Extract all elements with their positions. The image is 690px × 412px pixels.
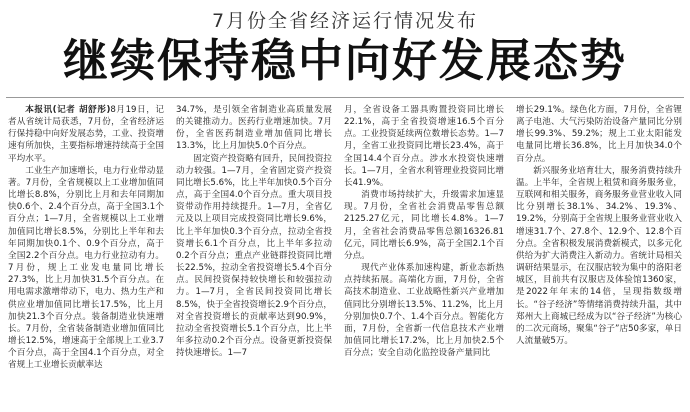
- article-column-4: [516, 104, 682, 408]
- paragraph-text: 8月19日，记者从省统计局获悉，7月份，全省经济运行保持稳中向好发展态势，工业、投资增速有所加快，主要指标增速持续高于全国平均水平。: [8, 105, 164, 164]
- article-column-1: [8, 104, 164, 408]
- article-paragraph: [8, 104, 164, 165]
- article-byline: 本报讯(记者 胡舒彤): [25, 105, 111, 115]
- article-paragraph: 工业生产加速增长，电力行业带动显著。7月份，全省规模以上工业增加值同比增长8.8%，分别比上月和去年同期加快0.6个、2.4个百分点，高于全国3.1个百分点；1—7月，全省规模以上工业增加值同比增长8.5%，分别比上半年和去年同期加快0.1个、0.9个百分点，高于全国2.2个百分点。电力行业拉动有力。7月份，规上工业发电量同比增长27.3%，比上月加快31.5个百分点。在用电需求激增带动下，电力、热力生产和供应业增加值同比增长17.5%，比上月加快21.3个百分点。装备制造业快速增长。7月份，全省装备制造业增加值同比增长12.5%，增速高于全部规上工业3.7个百分点，高于全国4.1个百分点，对全省规上工业增长贡献率达: [8, 165, 164, 371]
- article-paragraph: 固定资产投资略有回升，民间投资拉动力较强。1—7月，全省固定资产投资同比增长5.6%，比上半年加快0.5个百分点，高于全国4.0个百分点。重大项目投资带动作用持续提升。1—7月，全省亿元及以上项目完成投资同比增长9.6%，比上半年加快0.3个百分点，拉动全省投资增长6.1个百分点，比上半年多拉动0.2个百分点；重点产业链群投资同比增长22.5%，拉动全省投资增长5.4个百分点。民间投资保持较快增长和较强拉动力。1—7月，全省民间投资同比增长8.5%，快于全省投资增长2.9个百分点，对全省投资增长的贡献率达到90.9%，拉动全省投资增长5.1个百分点，比上半年多拉动0.2个百分点。设备更新投资保持快速增长。1—7: [176, 153, 332, 359]
- article-body: [0, 104, 690, 408]
- article-paragraph: 增长29.1%。绿色化方面，7月份，全省锂离子电池、大气污染防治设备产量同比分别增长99.3%、59.2%；规上工业太阳能发电量同比增长36.8%，比上月加快34.0个百分点。: [516, 105, 682, 164]
- article-paragraph: 月，全省设备工器具购置投资同比增长22.1%，高于全省投资增速16.5个百分点。工业投资延续两位数增长态势。1—7月，全省工业投资同比增长23.4%，高于全国14.4个百分点。涉水水投资快速增长。1—7月，全省水利管理业投资同比增长41.9%。: [344, 105, 504, 188]
- article-paragraph: 34.7%，是引领全省制造业高质量发展的关键推动力。医药行业增速加快。7月份，全省医药制造业增加值同比增长13.3%，比上月加快5.0个百分点。: [176, 105, 332, 152]
- article-subtitle: 7月份全省经济运行情况发布: [211, 10, 479, 32]
- article-headline: 继续保持稳中向好发展态势: [62, 34, 627, 87]
- article-column-3: [344, 104, 504, 408]
- article-column-2: [176, 104, 332, 408]
- article-paragraph: 新兴服务业培育壮大，服务消费持续升温。上半年，全省规上租赁和商务服务业，互联网和相关服务，商务服务业营业收入同比分别增长38.1%、34.2%、19.3%、19.2%，分别高于全省规上服务业营业收入增速31.7个、27.8个、12.9个、12.8个百分点。全省积极发展消费新模式，以多元化供给为扩大消费注入新动力。省统计局相关调研结果显示，在汉服店较为集中的洛阳老城区，目前共有汉服店及体验馆1360家，是2022年年末的14倍，呈现指数级增长。“谷子经济”等情绪消费持续升温，其中郑州大上商城已经成为以“谷子经济”为核心的二次元商场，聚集“谷子”店50多家，单日人流量破5万。: [516, 165, 682, 346]
- headline-divider: [6, 97, 684, 98]
- article-paragraph: 现代产业体系加速构建，新业态新热点持续拓展。高端化方面，7月份，全省高技术制造业、工业战略性新兴产业增加值同比分别增长13.5%、11.2%，比上月分别加快0.7个、1.4个百分点。智能化方面，7月份，全省新一代信息技术产业增加值同比增长17.2%，比上月加快2.5个百分点；安全自动化监控设备产量同比: [344, 263, 504, 359]
- article-paragraph: 消费市场持续扩大，升级需求加速显现。7月份，全省社会消费品零售总额2125.27亿元，同比增长4.8%。1—7月，全省社会消费品零售总额16326.81亿元，同比增长6.9%，高于全国2.1个百分点。: [344, 190, 504, 261]
